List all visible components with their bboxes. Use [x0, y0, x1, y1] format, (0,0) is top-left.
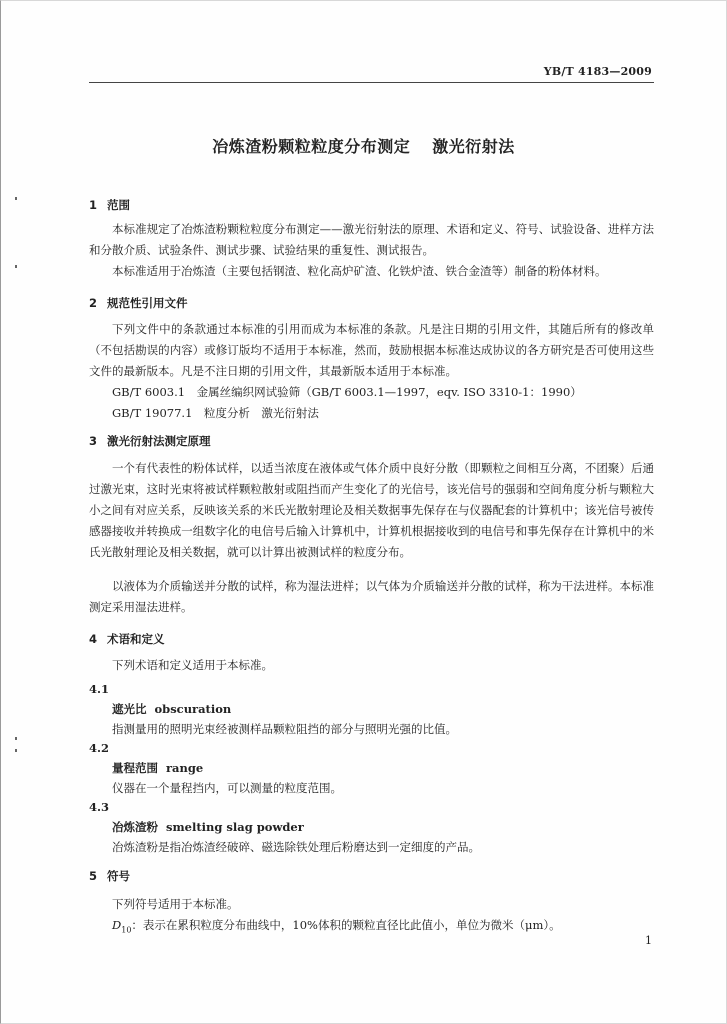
standard-code: YB/T 4183—2009 — [543, 65, 652, 78]
term-1-number: 4.1 — [89, 682, 110, 696]
section-3-heading: 3 激光衍射法测定原理 — [89, 434, 211, 448]
scan-artifact — [15, 749, 17, 752]
scan-artifact — [15, 737, 17, 740]
reference-2: GB/T 19077.1 粒度分析 激光衍射法 — [112, 406, 319, 420]
section-1-paragraph-1: 本标准规定了冶炼渣粉颗粒粒度分布测定——激光衍射法的原理、术语和定义、符号、试验设备、进样方法和分散介质、试验条件、测试步骤、试验结果的重复性、测试报告。 — [89, 222, 654, 257]
symbol-subscript: 10 — [121, 925, 132, 935]
symbol-d: D — [112, 918, 122, 932]
header-rule — [89, 82, 654, 83]
symbol-d10-definition: $D_{10}$：表示在累积粒度分布曲线中，10%体积的颗粒直径比此值小，单位为微米（μm）。 — [112, 918, 561, 935]
section-4-heading: 4 术语和定义 — [89, 632, 165, 646]
term-2-definition: 仪器在一个量程挡内，可以测量的粒度范围。 — [112, 781, 342, 795]
term-3-definition: 冶炼渣粉是指冶炼渣经破碎、磁选除铁处理后粉磨达到一定细度的产品。 — [112, 840, 480, 854]
scan-artifact — [15, 197, 17, 200]
title-sub: 激光衍射法 — [432, 137, 515, 156]
section-1-heading: 1 范围 — [89, 198, 130, 212]
term-2-number: 4.2 — [89, 741, 110, 755]
section-5-intro: 下列符号适用于本标准。 — [112, 897, 239, 911]
section-4-intro: 下列术语和定义适用于本标准。 — [112, 658, 273, 672]
section-5-heading: 5 符号 — [89, 869, 130, 883]
term-2-title: 量程范围 range — [112, 761, 204, 775]
term-1-definition: 指测量用的照明光束经被测样品颗粒阻挡的部分与照明光强的比值。 — [112, 722, 457, 736]
title-main: 冶炼渣粉颗粒粒度分布测定 — [212, 137, 411, 156]
section-2-heading: 2 规范性引用文件 — [89, 296, 188, 310]
term-3-number: 4.3 — [89, 800, 110, 814]
section-1-paragraph-2: 本标准适用于冶炼渣（主要包括钢渣、粒化高炉矿渣、化铁炉渣、铁合金渣等）制备的粉体材料。 — [112, 264, 607, 278]
section-3-paragraph-1: 一个有代表性的粉体试样，以适当浓度在液体或气体介质中良好分散（即颗粒之间相互分离，不团聚）后通过激光束，这时光束将被试样颗粒散射或阻挡而产生变化了的光信号，该光信号的强弱和空间角度分析与颗粒大小之间有对应关系，反映该关系的米氏光散射理论及相关数据事先保存在与仪器配套的计算机中；该光信号被传感器接收并转换成一组数字化的电信号后输入计算机中，计算机根据接收到的电信号和事先保存在计算机中的米氏光散射理论及相关数据，就可以计算出被测试样的粒度分布。 — [89, 461, 654, 559]
section-3-paragraph-2: 以液体为介质输送并分散的试样，称为湿法进样；以气体为介质输送并分散的试样，称为干法进样。本标准测定采用湿法进样。 — [89, 579, 654, 614]
page-number: 1 — [645, 934, 652, 947]
term-3-title: 冶炼渣粉 smelting slag powder — [112, 820, 304, 834]
section-2-paragraph-1: 下列文件中的条款通过本标准的引用而成为本标准的条款。凡是注日期的引用文件，其随后所有的修改单（不包括勘误的内容）或修订版均不适用于本标准，然而，鼓励根据本标准达成协议的各方研究是否可使用这些文件的最新版本。凡是不注日期的引用文件，其最新版本适用于本标准。 — [89, 322, 654, 378]
reference-1: GB/T 6003.1 金属丝编织网试验筛（GB/T 6003.1—1997，eqv. ISO 3310-1：1990） — [112, 385, 582, 399]
term-1-title: 遮光比 obscuration — [112, 702, 232, 716]
scan-artifact — [15, 265, 17, 268]
document-title — [1, 134, 726, 157]
